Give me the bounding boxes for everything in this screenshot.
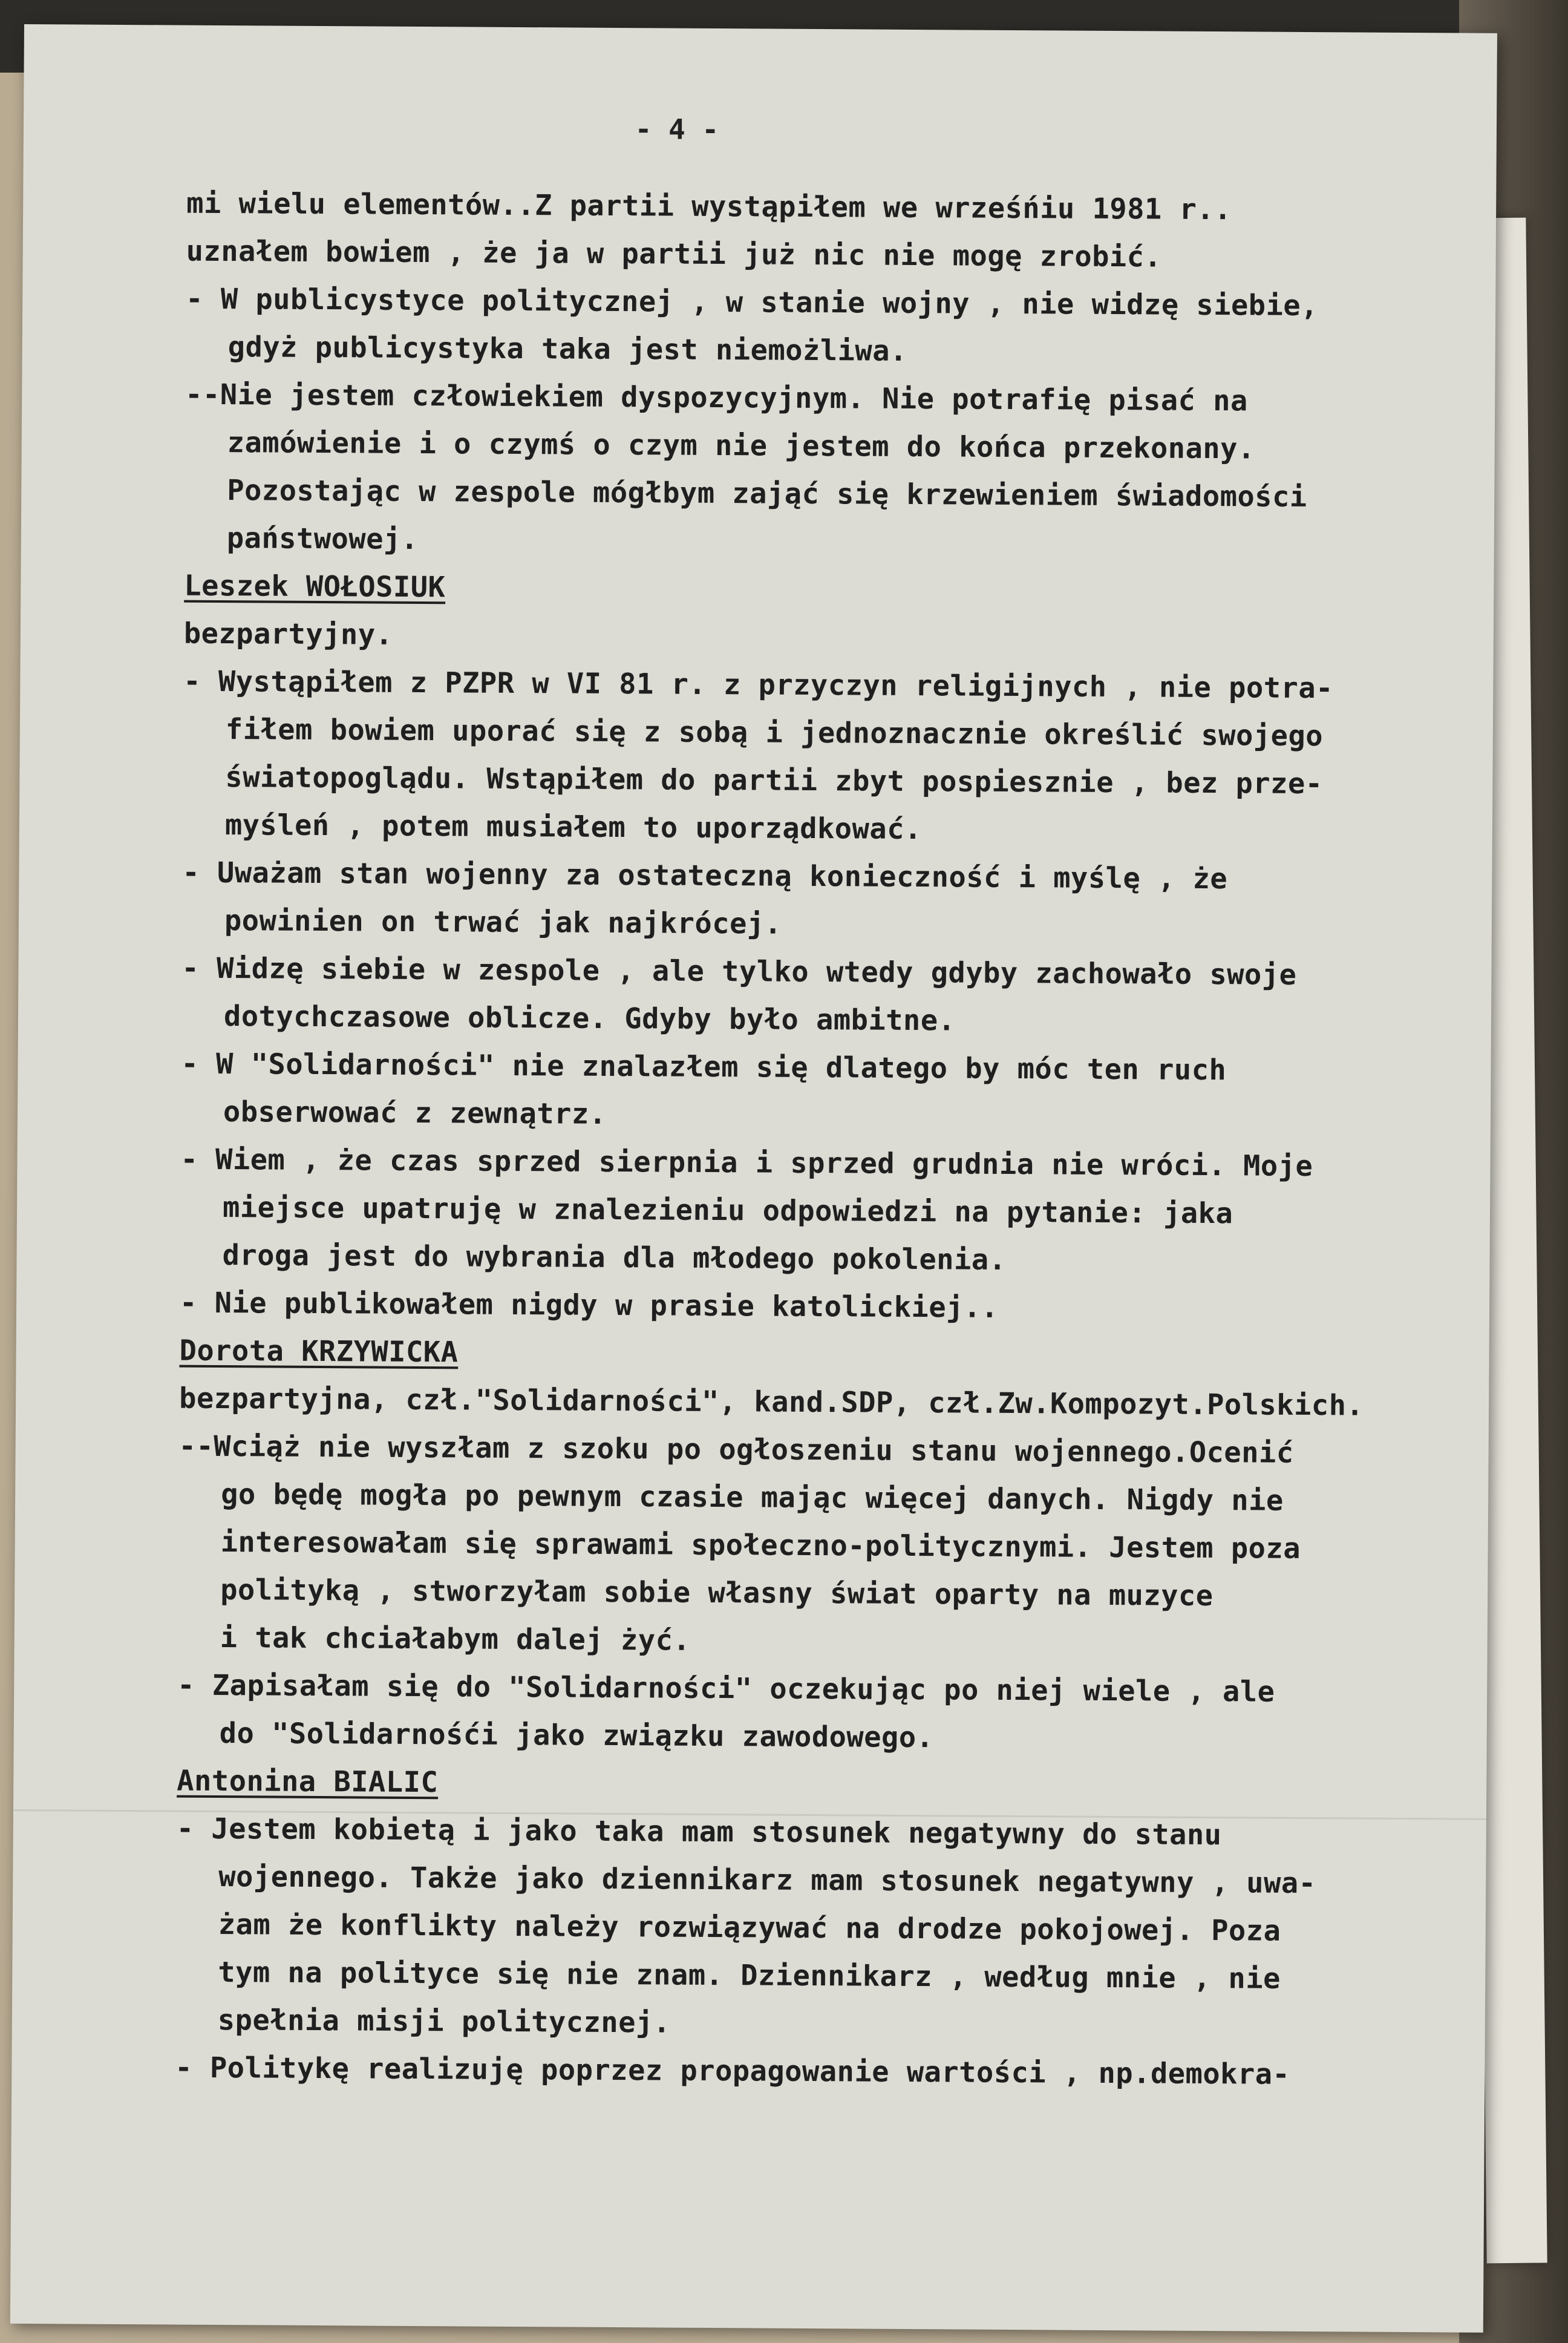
text-line: - Nie publikowałem nigdy w prasie katolickiej.. [179,1286,999,1325]
text-line: spełnia misji politycznej. [217,2004,671,2040]
person-name-heading: Antonina BIALIC [177,1764,439,1800]
text-line: - Uważam stan wojenny za ostateczną konieczność i myślę , że [182,856,1228,896]
text-line: dotychczasowe oblicze. Gdyby było ambitne. [223,1000,956,1038]
text-line: - Wystąpiłem z PZPR w VI 81 r. z przyczyn religijnych , nie potra- [183,664,1334,706]
text-line: żam że konflikty należy rozwiązywać na drodze pokojowej. Poza [218,1908,1281,1948]
text-line: miejsce upatruję w znalezieniu odpowiedzi na pytanie: jaka [222,1191,1233,1231]
text-line: zamówienie i o czymś o czym nie jestem do końca przekonany. [227,426,1255,466]
text-line: --Nie jestem człowiekiem dyspozycyjnym. Nie potrafię pisać na [185,378,1248,418]
person-name-heading: Dorota KRZYWICKA [179,1334,459,1369]
text-line: interesowałam się sprawami społeczno-politycznymi. Jestem poza [220,1525,1301,1565]
text-line: wojennego. Także jako dziennikarz mam stosunek negatywny , uwa- [218,1860,1316,1901]
text-line: fiłem bowiem uporać się z sobą i jednoznacznie określić swojego [225,713,1324,753]
text-line: droga jest do wybrania dla młodego pokolenia. [222,1239,1007,1277]
text-line: - Wiem , że czas sprzed sierpnia i sprzed grudnia nie wróci. Moje [180,1142,1313,1184]
text-line: powinien on trwać jak najkrócej. [224,904,782,941]
text-line: do "Solidarnośći jako związku zawodowego. [219,1717,934,1755]
text-line: myśleń , potem musiałem to uporządkować. [224,808,922,847]
text-line: państwowej. [226,522,419,556]
text-line: bezpartyjny. [183,617,393,652]
text-line: - Politykę realizuję poprzez propagowanie wartości , np.demokra- [175,2051,1290,2091]
text-line: tym na polityce się nie znam. Dziennikarz , według mnie , nie [218,1956,1281,1996]
text-line: uznałem bowiem , że ja w partii już nic nie mogę zrobić. [186,234,1162,274]
text-line: bezpartyjna, czł."Solidarności", kand.SDP, czł.Zw.Kompozyt.Polskich. [178,1381,1364,1423]
text-line: mi wielu elementów..Z partii wystąpiłem we wrześńiu 1981 r.. [186,186,1232,227]
text-line: --Wciąż nie wyszłam z szoku po ogłoszeniu stanu wojennego.Ocenić [178,1429,1294,1470]
text-line: światopoglądu. Wstąpiłem do partii zbyt pospiesznie , bez prze- [225,761,1323,801]
text-line: gdyż publicystyka taka jest niemożliwa. [227,330,907,368]
text-line: - W publicystyce politycznej , w stanie wojny , nie widzę siebie, [186,282,1319,323]
page-text [175,180,1487,2100]
text-line: obserwować z zewnątrz. [223,1095,607,1131]
text-line: go będę mogła po pewnym czasie mając więcej danych. Nigdy nie [220,1478,1284,1518]
text-line: - Zapisałam się do "Solidarności" oczekując po niej wiele , ale [177,1668,1275,1709]
text-line: - Widzę siebie w zespole , ale tylko wtedy gdyby zachowało swoje [181,951,1297,992]
text-line: Pozostając w zespole mógłbym zająć się krzewieniem świadomości [227,474,1307,514]
text-line: polityką , stworzyłam sobie własny świat oparty na muzyce [220,1573,1214,1613]
page-number: - 4 - [635,113,719,146]
text-line: - W "Solidarności" nie znalazłem się dlatego by móc ten ruch [181,1047,1227,1087]
text-line: i tak chciałabym dalej żyć. [220,1621,691,1657]
typewritten-page [10,24,1497,2333]
text-line: - Jestem kobietą i jako taka mam stosunek negatywny do stanu [176,1812,1222,1852]
person-name-heading: Leszek WOŁOSIUK [184,569,446,605]
